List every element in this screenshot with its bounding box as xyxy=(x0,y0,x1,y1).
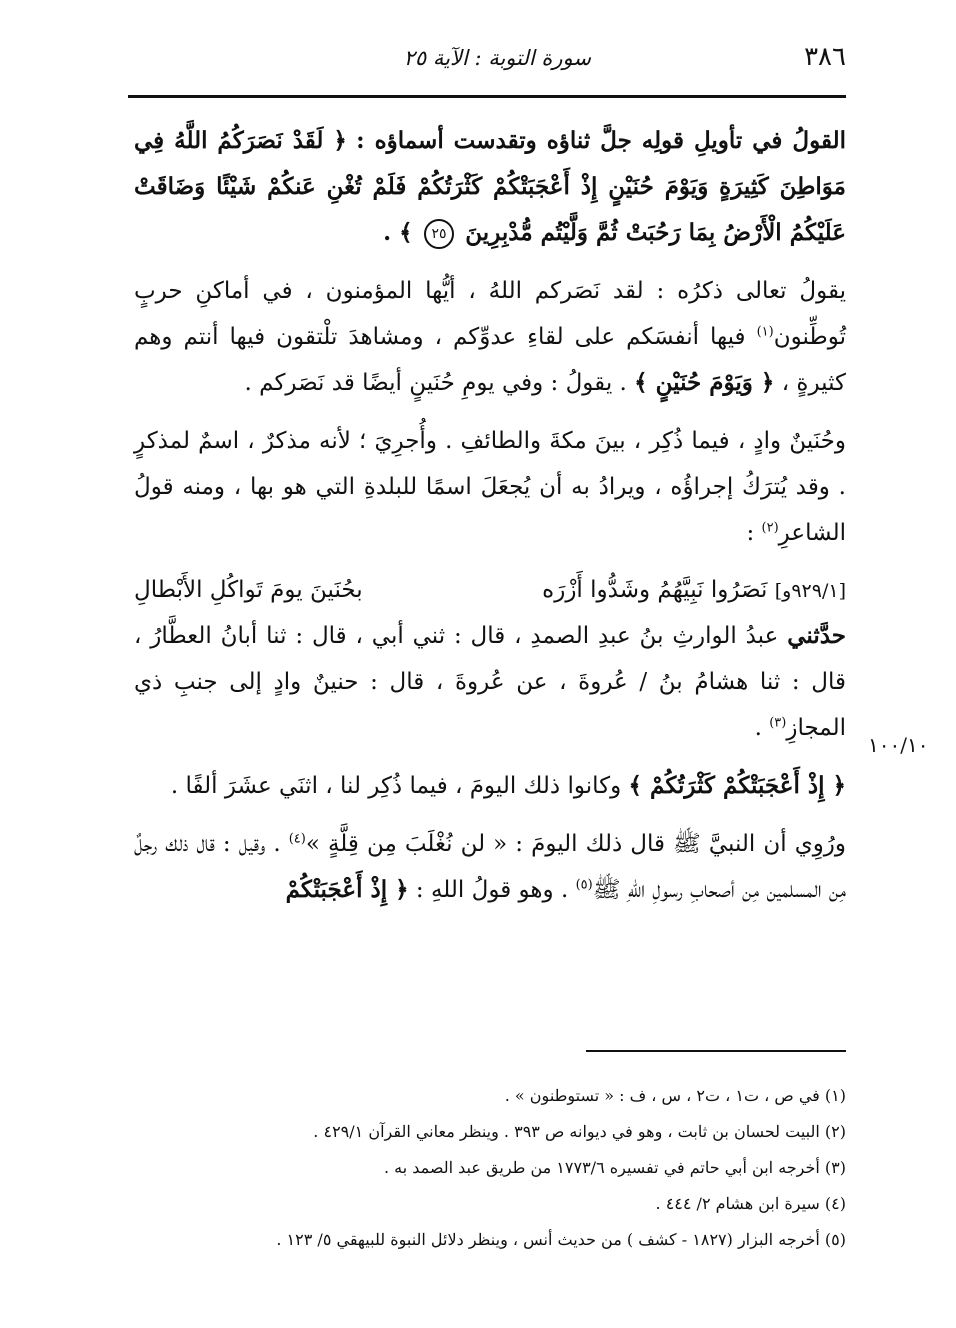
narration-lead: حدَّثني xyxy=(787,622,847,649)
text-segment: ورُوِي أن النبيَّ ﷺ قال ذلك اليومَ : « لن نُغْلَبَ مِن قِلَّةٍ » xyxy=(305,831,847,857)
footnote-5: (٥) أخرجه البزار (١٨٢٧ - كشف ) من حديث أنس ، وينظر دلائل النبوة للبيهقي ٥/ ١٢٣ . xyxy=(276,1230,846,1249)
footnote-ref-2: (٢) xyxy=(761,520,779,536)
main-text xyxy=(134,118,846,925)
footnote-rule xyxy=(586,1050,846,1052)
paragraph-hadith-chain xyxy=(134,613,846,751)
paragraph-commentary-2 xyxy=(134,418,846,556)
footnote-ref-1: (١) xyxy=(756,324,774,340)
text-segment: : xyxy=(746,520,755,546)
hemistich-text: نَصَرُوا نَبِيَّهُمُ وشَدُّوا أَزْرَه xyxy=(542,577,768,603)
header-rule xyxy=(128,95,846,98)
verse-close: ﴾ . xyxy=(383,219,413,246)
margin-reference: ١٠٠/١٠ xyxy=(868,733,929,757)
footnote-3: (٣) أخرجه ابن أبي حاتم في تفسيره ١٧٧٣/٦ من طريق عبد الصمد به . xyxy=(383,1158,846,1177)
section-heading: القولُ في تأويلِ قولِه جلَّ ثناؤه وتقدست أسماؤه : xyxy=(356,127,847,154)
paragraph-verse-heading xyxy=(134,118,846,256)
text-segment: . xyxy=(754,715,762,741)
paragraph-commentary-3 xyxy=(134,763,846,809)
text-segment: عبدُ الوارثِ بنُ عبدِ الصمدِ ، قال : ثني أبي ، قال : ثنا أبانُ العطَّارُ ، قال : ثنا هشامُ بنُ / عُروةَ ، عن عُروةَ ، قال : حنينٌ وادٍ إلى جنبِ ذي المجازِ xyxy=(134,623,846,741)
text-segment: وكانوا ذلك اليومَ ، فيما ذُكِر لنا ، اثنَي عشَرَ ألفًا . xyxy=(170,773,622,799)
text-segment: وحُنَينٌ وادٍ ، فيما ذُكِر ، بينَ مكةَ والطائفِ . وأُجرِيَ ؛ لأنه مذكرٌ ، اسمٌ لمذكرٍ . وقد يُترَكُ إجراؤُه ، ويرادُ به أن يُجعَلَ اسمًا للبلدةِ التي هو بها ، ومنه قولُ الشاعرِ xyxy=(134,428,846,546)
paragraph-commentary-4 xyxy=(134,821,846,913)
paragraph-commentary-1 xyxy=(134,268,846,406)
footnote-1: (١) في ص ، ت١ ، ت٢ ، س ، ف : « تستوطنون » . xyxy=(504,1086,846,1105)
footnote-ref-5: (٥) xyxy=(575,877,593,893)
footnote-4: (٤) سيرة ابن هشام ٢/ ٤٤٤ . xyxy=(655,1194,846,1213)
poem-second-hemistich: بحُنَينَ يومَ تَواكُلِ الأَبْطالِ xyxy=(134,577,363,603)
text-segment: . وهو قولُ اللهِ : xyxy=(415,877,569,903)
quran-verse: ﴿ لَقَدْ نَصَرَكُمُ اللَّهُ فِي مَوَاطِنَ كَثِيرَةٍ وَيَوْمَ حُنَيْنٍ إِذْ أَعْجَبَتْكُمْ كَثْرَتُكُمْ فَلَمْ تُغْنِ عَنكُمْ شَيْئًا وَضَاقَتْ عَلَيْكُمُ الْأَرْضُ بِمَا رَحُبَتْ ثُمَّ وَلَّيْتُم مُّدْبِرِينَ xyxy=(134,127,846,246)
text-segment: . وقيل : قال ذلك رجلٌ مِن المسلمين مِن أصحابِ رسولِ اللهِ ﷺ xyxy=(134,831,846,903)
page-header xyxy=(128,40,846,84)
quran-quote: ﴿ إِذْ أَعْجَبَتْكُمْ xyxy=(285,876,409,903)
quran-quote: ﴿ إِذْ أَعْجَبَتْكُمْ كَثْرَتُكُمْ ﴾ xyxy=(628,772,846,799)
verse-number-marker: ٢٥ xyxy=(424,219,454,249)
poem-verse xyxy=(134,568,846,613)
footnote-ref-4: (٤) xyxy=(288,831,306,847)
page-number: ٣٨٦ xyxy=(804,42,846,72)
footnote-2: (٢) البيت لحسان بن ثابت ، وهو في ديوانه ص ٣٩٣ . وينظر معاني القرآن ٤٢٩/١ . xyxy=(313,1122,846,1141)
text-segment: يقولُ تعالى ذكرُه : لقد نَصَركم اللهُ ، أيُّها المؤمنون ، في أماكنِ حربٍ تُوطِّنون xyxy=(134,278,847,350)
poem-first-hemistich xyxy=(542,568,846,613)
text-segment: . يقولُ : وفي يومِ حُنَينٍ أيضًا قد نَصَركم . xyxy=(244,370,627,396)
footnote-ref-3: (٣) xyxy=(769,715,787,731)
running-title: سورة التوبة : الآية ٢٥ xyxy=(403,46,591,70)
footnotes xyxy=(134,1078,846,1258)
manuscript-ref: [٩٢٩/١و] xyxy=(774,580,846,602)
quran-quote: ﴿ وَيَوْمَ حُنَيْنٍ ﴾ xyxy=(634,369,775,396)
text-segment: فيها أنفسَكم على لقاءِ عدوِّكم ، ومشاهدَ تلْتقون فيها أنتم وهم كثيرةٍ ، xyxy=(134,324,846,396)
